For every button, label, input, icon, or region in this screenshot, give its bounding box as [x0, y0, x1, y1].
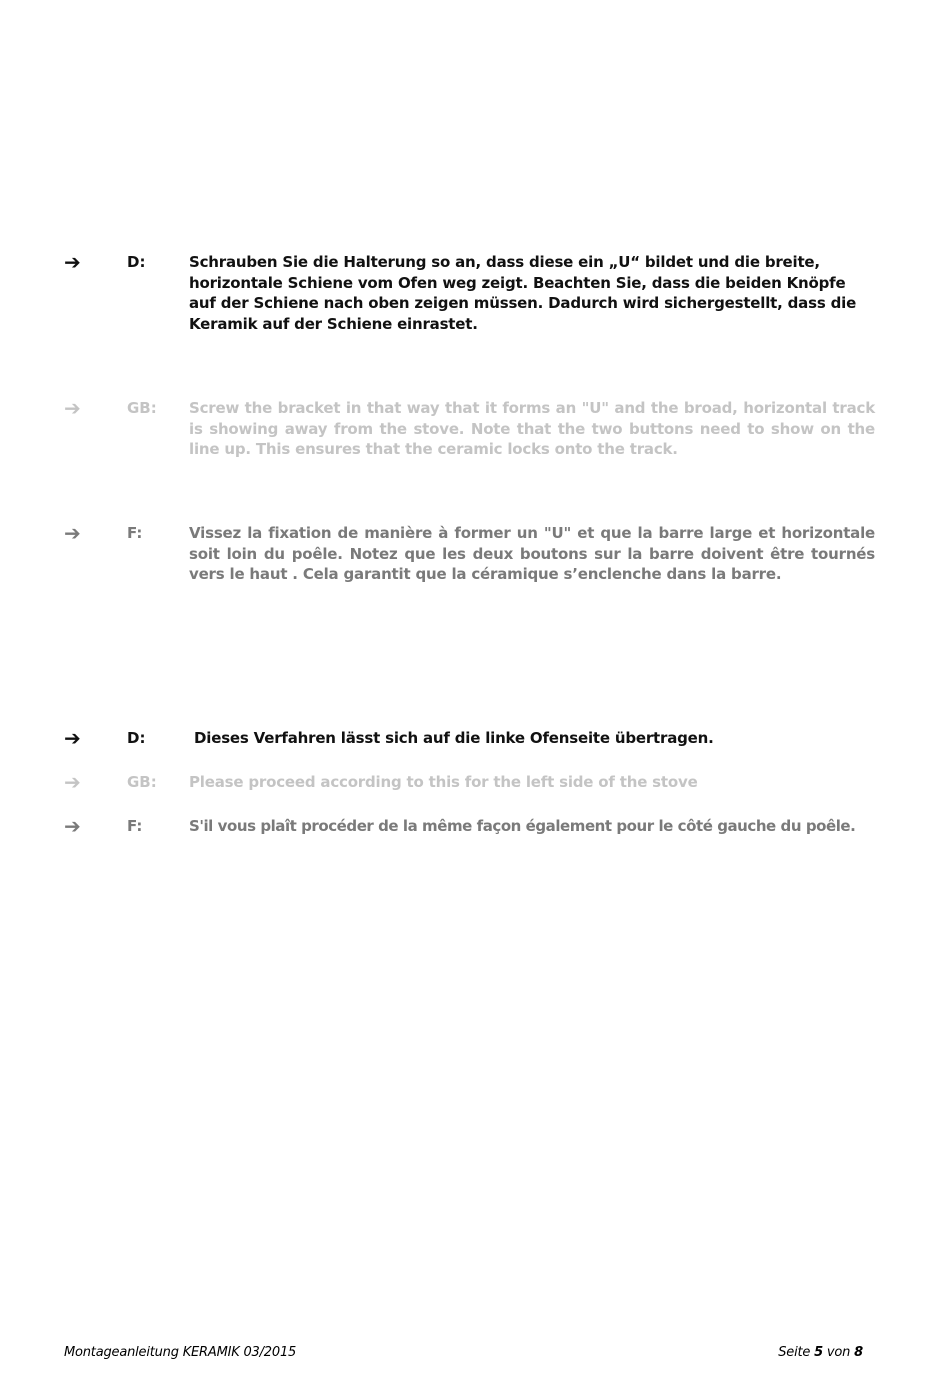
language-label-gb: GB:	[127, 399, 157, 417]
language-label-fr: F:	[127, 524, 143, 542]
arrow-right-icon: ➔	[64, 770, 81, 794]
page-prefix: Seite	[778, 1345, 815, 1360]
instruction-text-fr: S'il vous plaît procéder de la même façon également pour le côté gauche du poêle.	[189, 817, 856, 835]
instruction-text-de: Dieses Verfahren lässt sich auf die linke Ofenseite übertragen.	[189, 729, 714, 747]
instruction-text-de: Schrauben Sie die Halterung so an, dass diese ein „U“ bildet und die breite, horizontale Schiene vom Ofen weg zeigt. Beachten Sie, dass die beiden Knöpfe auf der Schiene nach oben zeigen müssen. Dadurch wird sichergestellt, dass die Keramik auf der Schiene einrastet.	[189, 253, 857, 333]
arrow-right-icon: ➔	[64, 814, 81, 838]
language-label-de: D:	[127, 729, 146, 747]
arrow-right-icon: ➔	[64, 250, 81, 274]
arrow-right-icon: ➔	[64, 726, 81, 750]
language-label-gb: GB:	[127, 773, 157, 791]
page-total: 8	[854, 1345, 863, 1360]
arrow-right-icon: ➔	[64, 521, 81, 545]
page-current: 5	[814, 1345, 823, 1360]
footer-document-title: Montageanleitung KERAMIK 03/2015	[64, 1345, 297, 1360]
instruction-text-gb: Please proceed according to this for the left side of the stove	[189, 773, 698, 791]
footer-page-number	[778, 1345, 863, 1360]
arrow-right-icon: ➔	[64, 396, 81, 420]
page-mid: von	[822, 1345, 855, 1360]
language-label-de: D:	[127, 253, 146, 271]
instruction-text-fr: Vissez la fixation de manière à former un "U" et que la barre large et horizontale soit loin du poêle. Notez que les deux boutons sur la barre doivent être tournés vers le haut . Cela garantit que la céramique s’enclenche dans la barre.	[189, 524, 875, 583]
instruction-text-gb: Screw the bracket in that way that it forms an "U" and the broad, horizontal track is showing away from the stove. Note that the two buttons need to show on the line up. This ensures that the ceramic locks onto the track.	[189, 399, 875, 458]
language-label-fr: F:	[127, 817, 143, 835]
